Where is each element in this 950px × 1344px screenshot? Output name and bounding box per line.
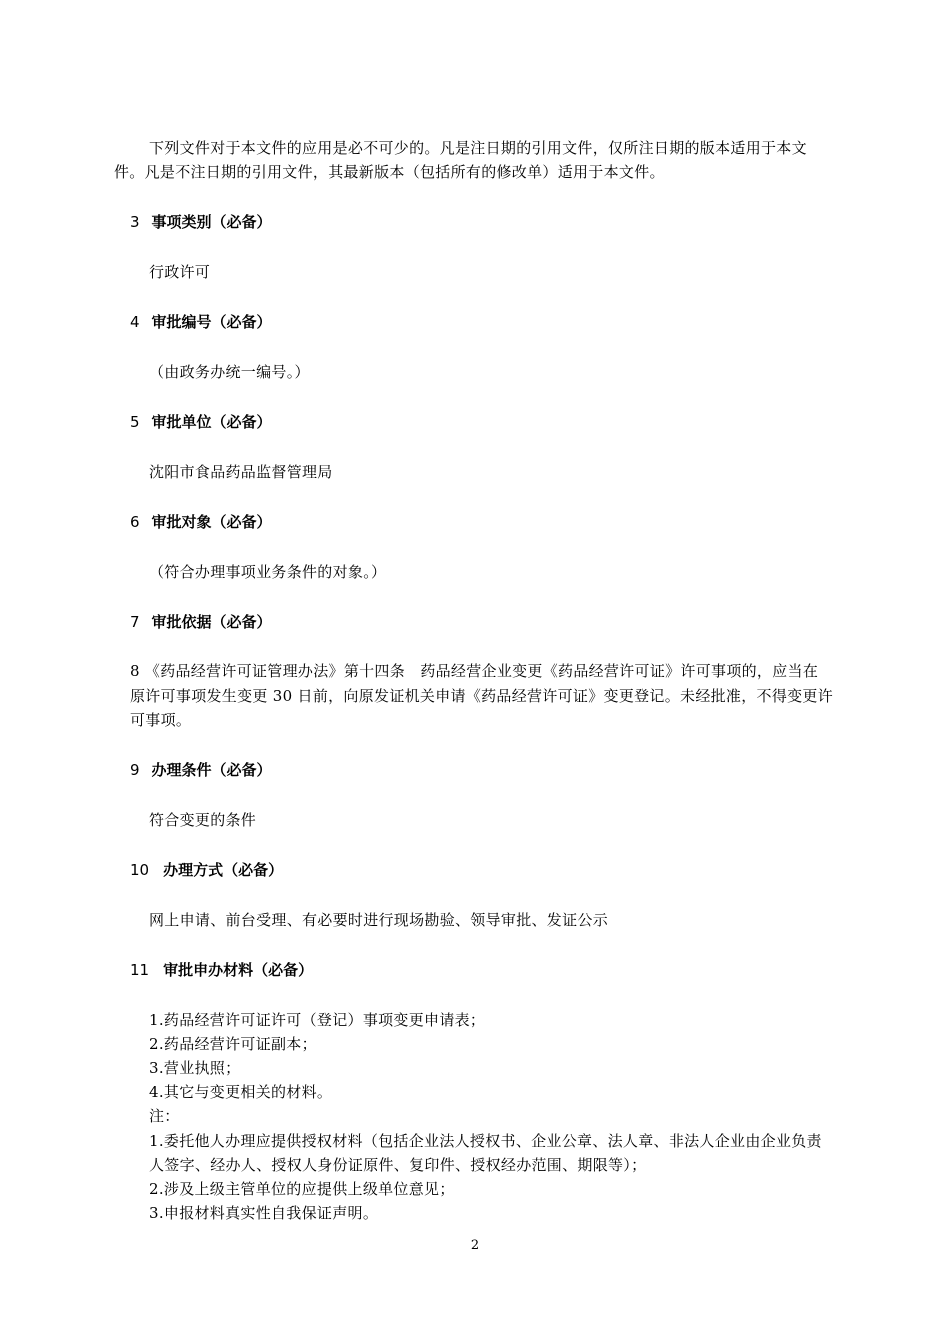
section-title: 审批申办材料（必备） <box>163 961 314 979</box>
section-4-heading <box>130 312 272 332</box>
section-9-heading <box>130 760 272 780</box>
section-title: 审批对象（必备） <box>151 513 272 531</box>
section-title: 办理条件（必备） <box>151 761 272 779</box>
section-3-body: 行政许可 <box>149 263 211 281</box>
intro-line-2: 件。凡是不注日期的引用文件，其最新版本（包括所有的修改单）适用于本文件。 <box>114 163 665 181</box>
section-4-body: （由政务办统一编号。） <box>149 363 310 381</box>
section-number: 4 <box>130 313 140 331</box>
section-number: 10 <box>130 861 150 879</box>
material-item-3: 3.营业执照； <box>149 1059 241 1077</box>
section-title: 审批单位（必备） <box>151 413 272 431</box>
section-7-heading <box>130 612 272 632</box>
section-number: 9 <box>130 761 140 779</box>
note-1-line-2: 人签字、经办人、授权人身份证原件、复印件、授权经办范围、期限等）； <box>149 1156 647 1174</box>
material-item-4: 4.其它与变更相关的材料。 <box>149 1083 333 1101</box>
note-3: 3.申报材料真实性自我保证声明。 <box>149 1204 379 1222</box>
section-title: 办理方式（必备） <box>163 861 284 879</box>
section-number: 3 <box>130 213 140 231</box>
section-number: 6 <box>130 513 140 531</box>
section-number: 5 <box>130 413 140 431</box>
section-11-heading <box>130 960 313 980</box>
page-number: 2 <box>470 1238 480 1253</box>
section-5-body: 沈阳市食品药品监督管理局 <box>149 463 333 481</box>
section-title: 事项类别（必备） <box>151 213 272 231</box>
section-3-heading <box>130 212 272 232</box>
note-label: 注： <box>149 1107 180 1125</box>
section-6-heading <box>130 512 272 532</box>
section-5-heading <box>130 412 272 432</box>
section-number: 7 <box>130 613 140 631</box>
section-6-body: （符合办理事项业务条件的对象。） <box>149 563 387 581</box>
section-9-body: 符合变更的条件 <box>149 811 257 829</box>
section-8-line-3: 可事项。 <box>130 711 192 729</box>
note-1-line-1: 1.委托他人办理应提供授权材料（包括企业法人授权书、企业公章、法人章、非法人企业由企业负责 <box>149 1132 822 1150</box>
material-item-2: 2.药品经营许可证副本； <box>149 1035 317 1053</box>
section-10-body: 网上申请、前台受理、有必要时进行现场勘验、领导审批、发证公示 <box>149 911 609 929</box>
intro-line-1: 下列文件对于本文件的应用是必不可少的。凡是注日期的引用文件，仅所注日期的版本适用于本文 <box>149 139 807 157</box>
section-number: 11 <box>130 961 150 979</box>
section-8-line-2: 原许可事项发生变更 30 日前，向原发证机关申请《药品经营许可证》变更登记。未经批准，不得变更许 <box>130 687 834 705</box>
section-title: 审批依据（必备） <box>151 613 272 631</box>
material-item-1: 1.药品经营许可证许可（登记）事项变更申请表； <box>149 1011 486 1029</box>
section-8-line-1: 8 《药品经营许可证管理办法》第十四条 药品经营企业变更《药品经营许可证》许可事项的，应当在 <box>130 662 819 680</box>
section-10-heading <box>130 860 283 880</box>
note-2: 2.涉及上级主管单位的应提供上级单位意见； <box>149 1180 455 1198</box>
section-title: 审批编号（必备） <box>151 313 272 331</box>
